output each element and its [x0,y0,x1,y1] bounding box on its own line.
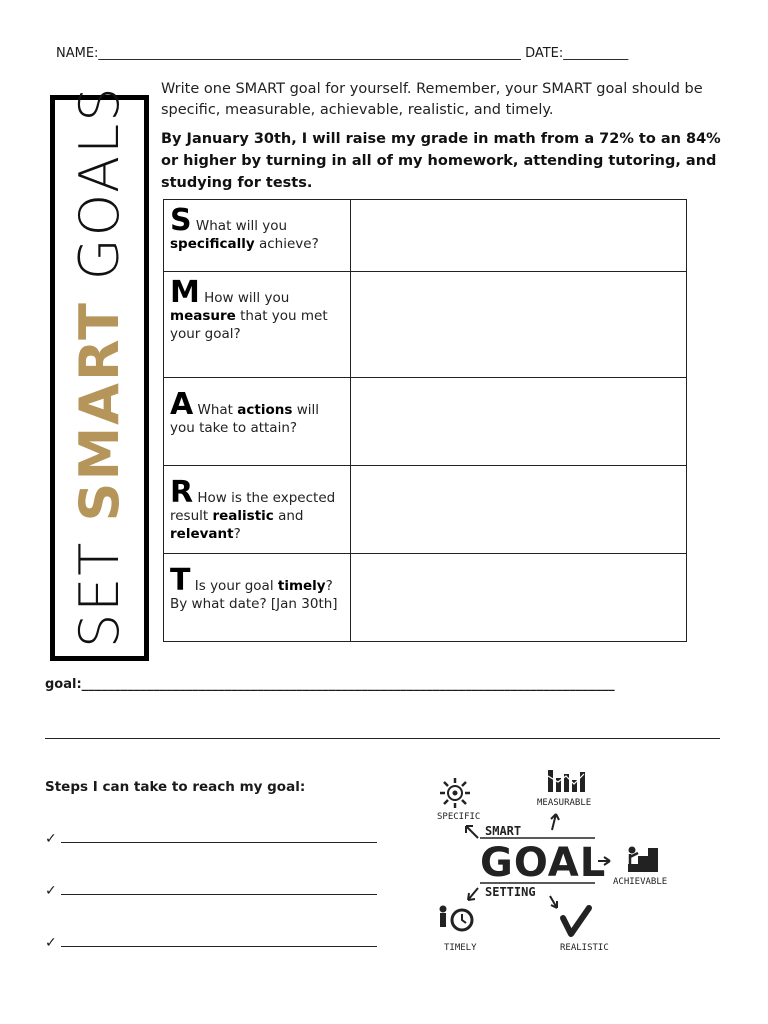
answer-cell-s[interactable] [351,200,687,272]
graphic-goal-label: GOAL [480,840,607,886]
check-icon: ✓ [45,831,57,847]
title-box [50,85,149,661]
title-word-smart: SMART [67,280,131,522]
arrow-to-specific [466,826,478,838]
arrow-to-measurable [551,814,559,830]
check-icon: ✓ [45,883,57,899]
realistic-label: REALISTIC [560,943,609,953]
vertical-title [67,85,131,648]
specific-icon [440,778,470,808]
example-goal: By January 30th, I will raise my grade in math from a 72% to an 84% or higher by turning in all of my homework, attending tutoring, and studying for tests. [161,131,721,191]
question-cell-m: M How will you measure that you met your goal? [164,272,351,378]
date-field-label[interactable]: DATE:__________ [525,46,629,61]
steps-heading: Steps I can take to reach my goal: [45,779,306,795]
answer-cell-a[interactable] [351,378,687,466]
goal-second-line[interactable] [45,738,720,739]
header-line [56,46,716,61]
realistic-icon [563,908,589,934]
question-cell-r: R How is the expected result realistic and relevant? [164,466,351,554]
answer-cell-r[interactable] [351,466,687,554]
table-row [164,378,687,466]
question-cell-t: T Is your goal timely? By what date? [Jan 30th] [164,554,351,642]
name-field-label[interactable]: NAME:_________________________________________________________________ [56,46,521,61]
step-line-1[interactable] [45,831,385,847]
smart-goal-setting-graphic [430,758,730,958]
table-row [164,554,687,642]
question-cell-a: A What actions will you take to attain? [164,378,351,466]
title-word-goals: GOALS [67,85,131,281]
step-line-3[interactable] [45,935,385,951]
intro-text: Write one SMART goal for yourself. Remember, your SMART goal should be specific, measurable, achievable, realistic, and timely. [161,81,703,118]
specific-label: SPECIFIC [437,812,481,822]
timely-label: TIMELY [444,943,477,953]
arrow-to-timely [468,888,478,900]
answer-cell-m[interactable] [351,272,687,378]
table-row [164,466,687,554]
table-row [164,272,687,378]
measurable-icon [548,770,585,792]
title-word-set: SET [67,521,131,648]
achievable-label: ACHIEVABLE [613,877,668,887]
achievable-icon [618,847,658,873]
question-cell-s: S What will you specifically achieve? [164,200,351,272]
check-icon: ✓ [45,935,57,951]
timely-icon [440,906,473,931]
answer-cell-t[interactable] [351,554,687,642]
graphic-smart-label: SMART [485,824,522,838]
measurable-label: MEASURABLE [537,798,592,808]
graphic-setting-label: SETTING [485,885,536,899]
smart-table [163,199,687,642]
goal-write-line[interactable]: goal:__________________________________________________________________________________ [45,677,615,692]
arrow-to-realistic [550,896,557,908]
step-line-2[interactable] [45,883,385,899]
table-row [164,200,687,272]
